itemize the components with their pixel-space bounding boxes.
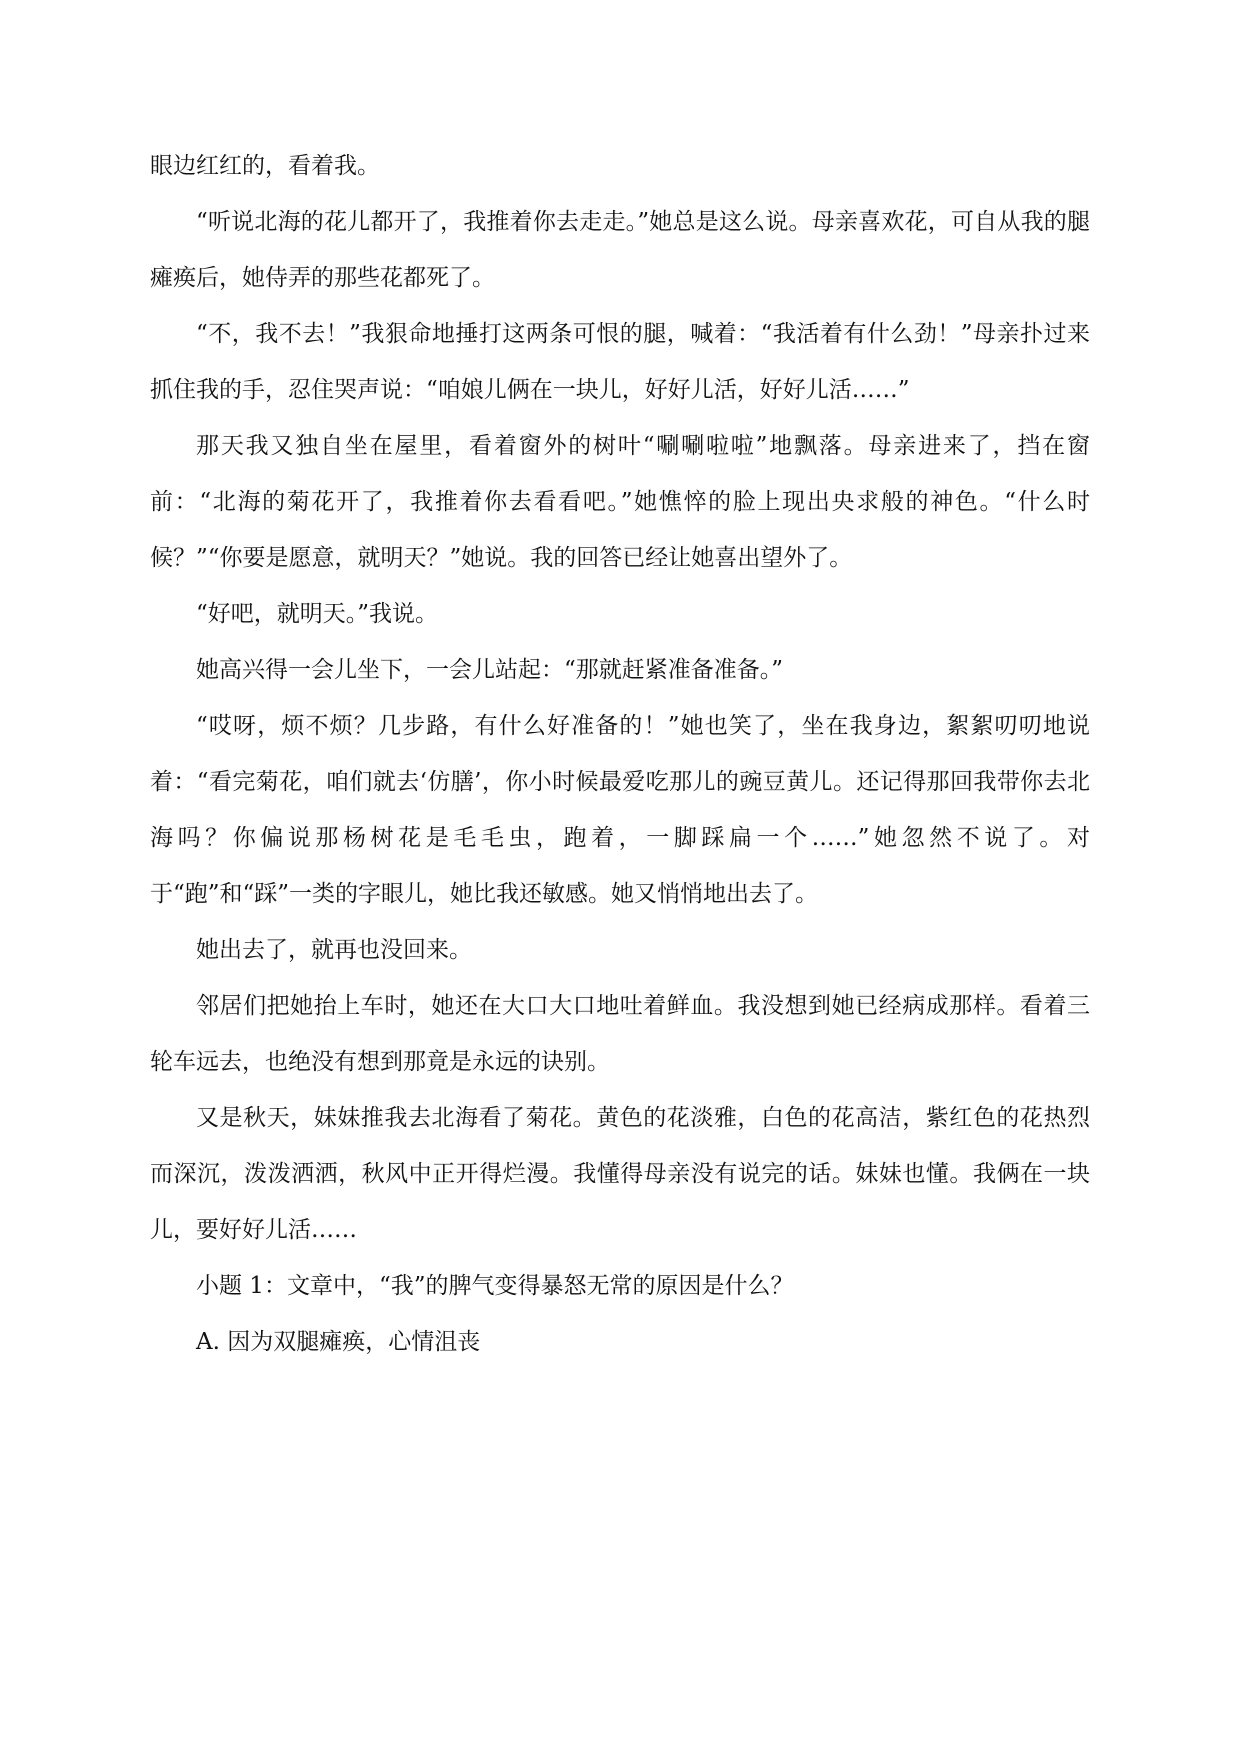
paragraph: 那天我又独自坐在屋里，看着窗外的树叶“唰唰啦啦”地飘落。母亲进来了，挡在窗前：“北海的菊花开了，我推着你去看看吧。”她憔悴的脸上现出央求般的神色。“什么时候？”“你要是愿意，就明天？”她说。我的回答已经让她喜出望外了。 (150, 433, 1090, 571)
paragraph: “好吧，就明天。”我说。 (196, 601, 439, 627)
answer-option-a: A. 因为双腿瘫痪，心情沮丧 (196, 1329, 481, 1355)
paragraph: 邻居们把她抬上车时，她还在大口大口地吐着鲜血。我没想到她已经病成那样。看着三轮车远去，也绝没有想到那竟是永远的诀别。 (150, 993, 1090, 1075)
paragraph: “哎呀，烦不烦？几步路，有什么好准备的！”她也笑了，坐在我身边，絮絮叨叨地说着：“看完菊花，咱们就去‘仿膳’，你小时候最爱吃那儿的豌豆黄儿。还记得那回我带你去北海吗？你偏说那杨树花是毛毛虫，跑着，一脚踩扁一个……”她忽然不说了。对于“跑”和“踩”一类的字眼儿，她比我还敏感。她又悄悄地出去了。 (150, 713, 1090, 907)
paragraph: 她出去了，就再也没回来。 (196, 937, 472, 963)
paragraph: “听说北海的花儿都开了，我推着你去走走。”她总是这么说。母亲喜欢花，可自从我的腿瘫痪后，她侍弄的那些花都死了。 (150, 209, 1090, 291)
document-page (150, 138, 1090, 1370)
question-text: 小题 1：文章中，“我”的脾气变得暴怒无常的原因是什么？ (196, 1273, 794, 1299)
paragraph: 眼边红红的，看着我。 (150, 153, 380, 179)
paragraph: 又是秋天，妹妹推我去北海看了菊花。黄色的花淡雅，白色的花高洁，紫红色的花热烈而深沉，泼泼洒洒，秋风中正开得烂漫。我懂得母亲没有说完的话。妹妹也懂。我俩在一块儿，要好好儿活…… (150, 1105, 1090, 1243)
paragraph: “不，我不去！”我狠命地捶打这两条可恨的腿，喊着：“我活着有什么劲！”母亲扑过来抓住我的手，忍住哭声说：“咱娘儿俩在一块儿，好好儿活，好好儿活……” (150, 321, 1090, 403)
paragraph: 她高兴得一会儿坐下，一会儿站起：“那就赶紧准备准备。” (196, 657, 784, 683)
